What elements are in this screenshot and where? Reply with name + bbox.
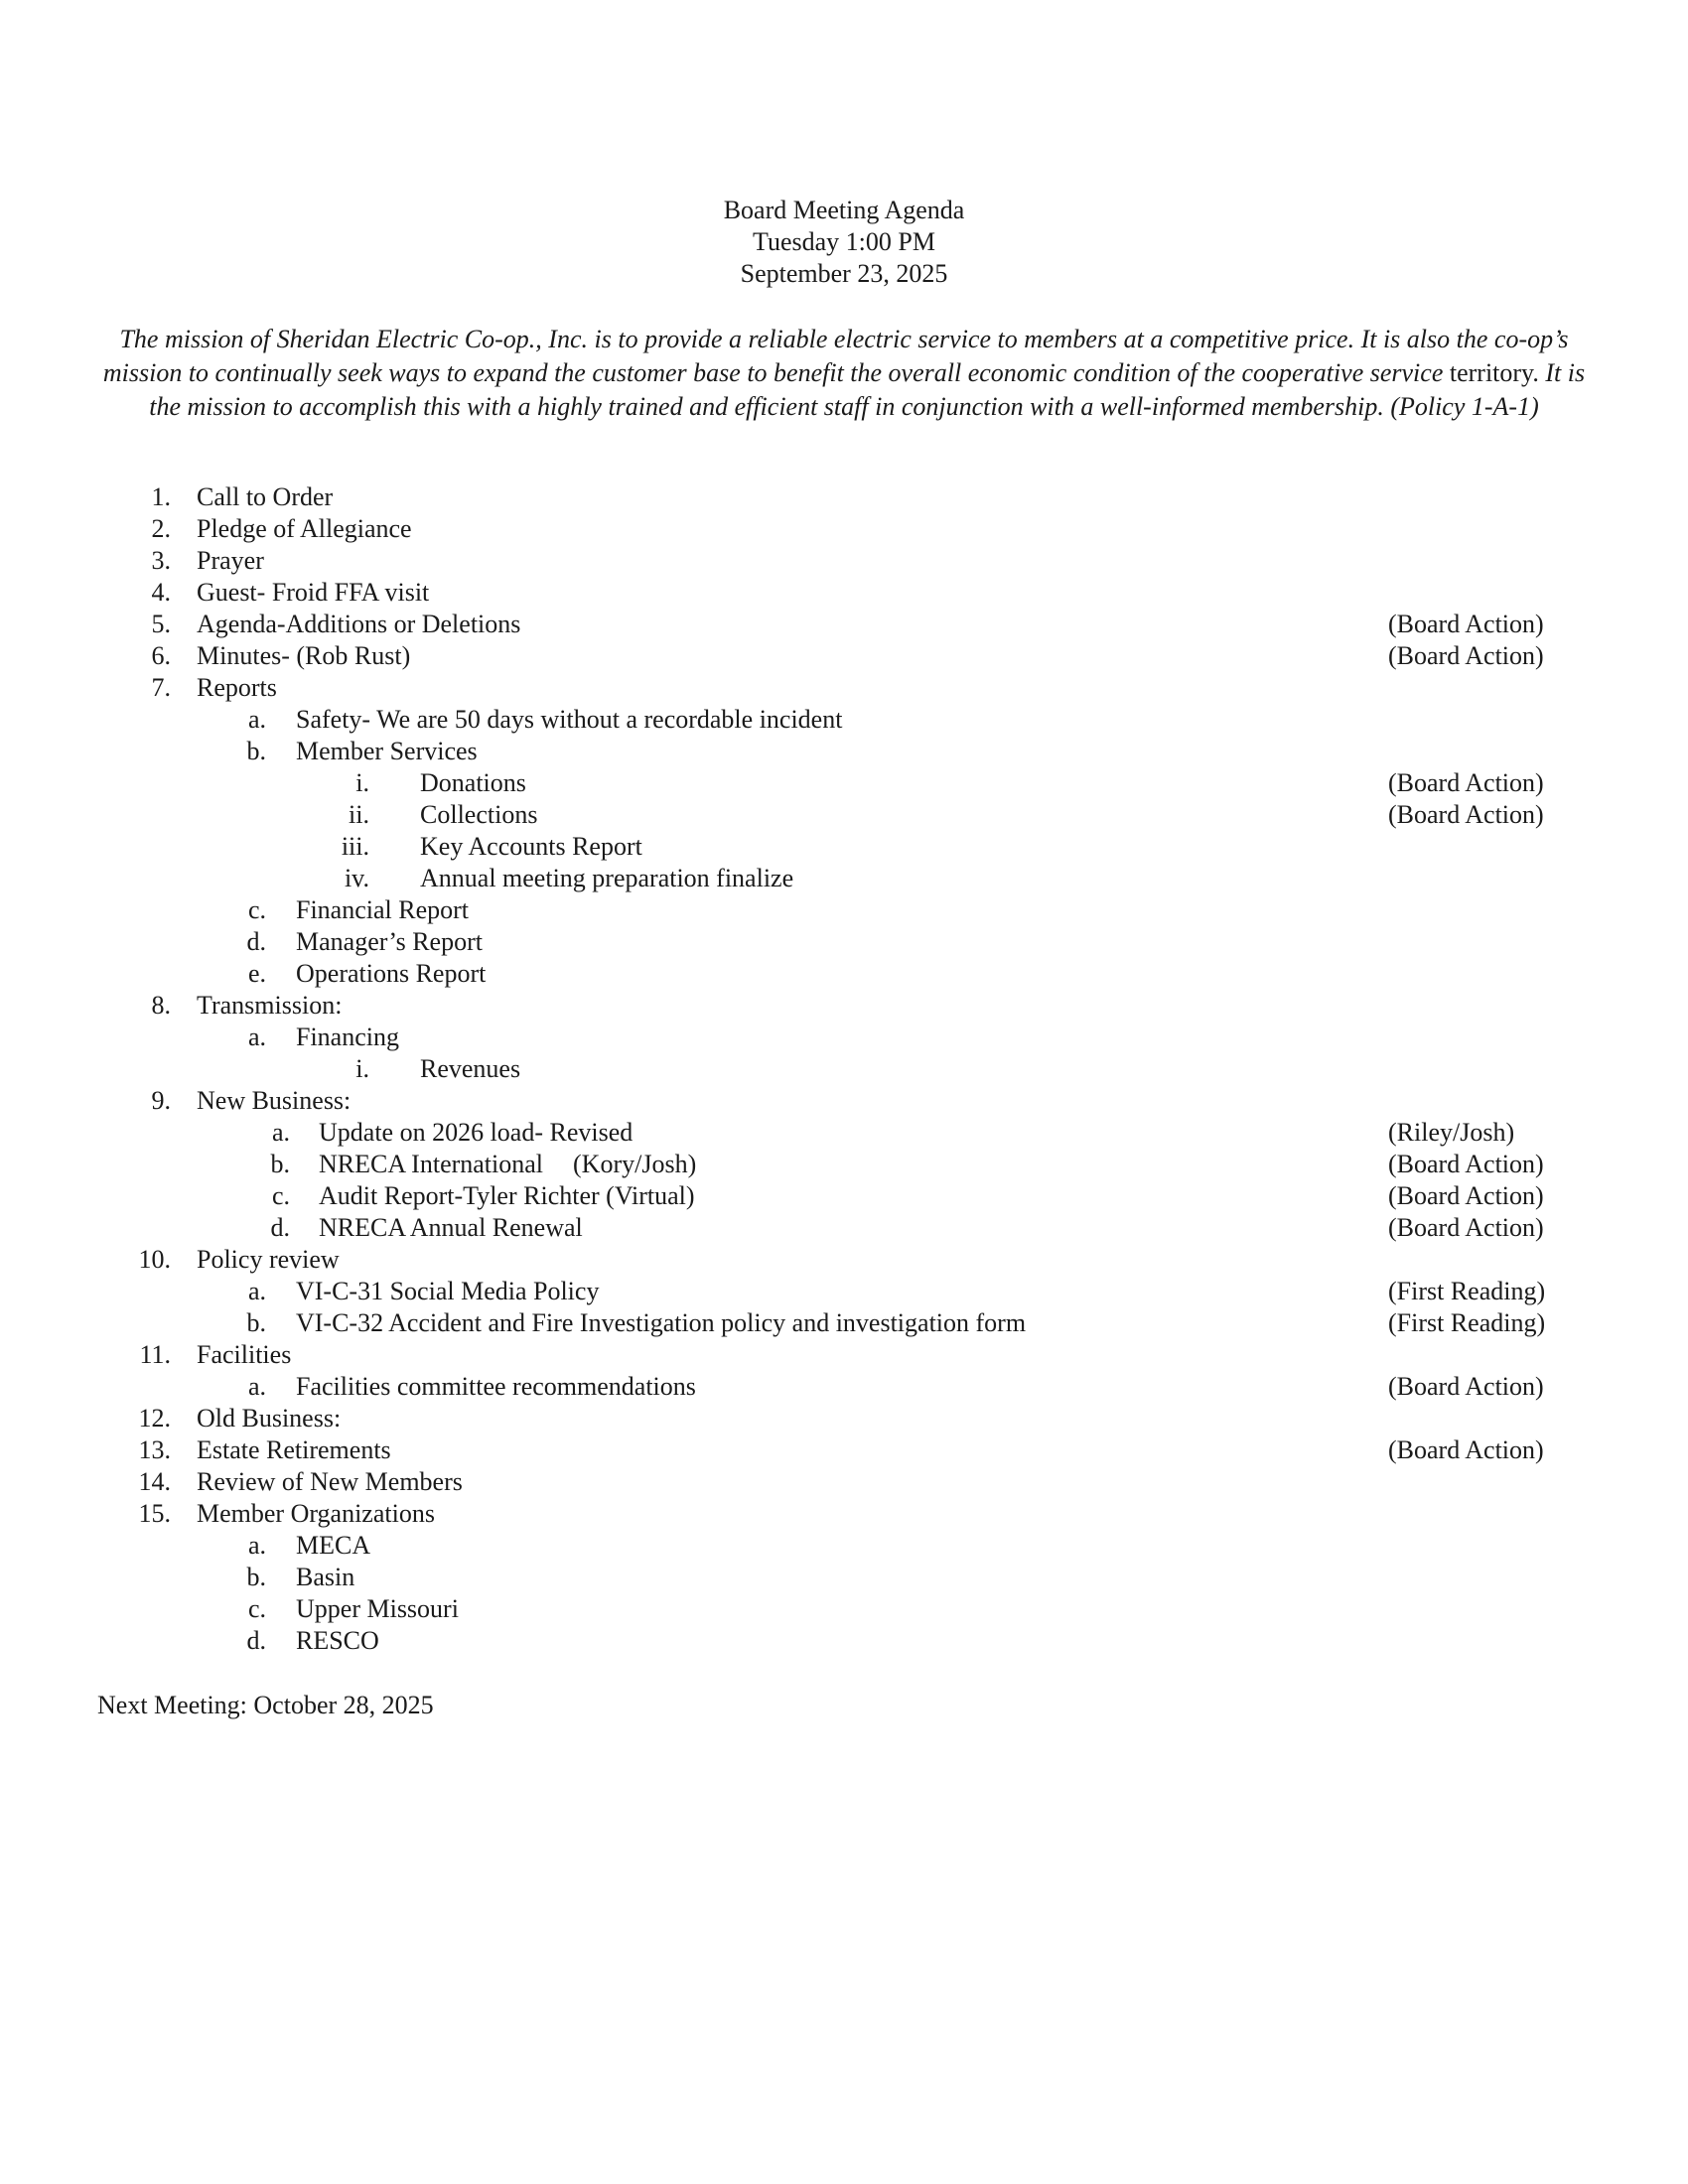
item-number: d.: [270, 1213, 290, 1242]
item-number: a.: [247, 1372, 266, 1401]
agenda-subitem: [0, 1212, 1688, 1244]
item-number: 3.: [151, 546, 171, 575]
item-number: iii.: [341, 832, 369, 861]
agenda-item-6: [0, 640, 1688, 672]
item-text: Reports: [197, 673, 277, 702]
item-number: 1.: [151, 482, 171, 511]
item-text: NRECA International: [319, 1150, 544, 1178]
agenda-item-10: [0, 1244, 1688, 1276]
item-text: Pledge of Allegiance: [197, 514, 412, 543]
item-text: Safety- We are 50 days without a recordable incident: [296, 705, 843, 734]
agenda-subitem: [0, 1307, 1688, 1339]
agenda-item-4: [0, 577, 1688, 609]
item-number: 4.: [151, 578, 171, 607]
agenda-subitem: [0, 1022, 1688, 1053]
agenda-item-11: [0, 1339, 1688, 1371]
action-note: (Board Action): [1388, 1213, 1544, 1242]
item-text: Call to Order: [197, 482, 334, 511]
action-note: (Board Action): [1388, 768, 1544, 797]
item-number: c.: [247, 1594, 266, 1623]
action-note: (Board Action): [1388, 641, 1544, 670]
action-note: (Board Action): [1388, 1150, 1544, 1178]
item-number: a.: [247, 1531, 266, 1560]
item-number: 7.: [151, 673, 171, 702]
action-note: (Board Action): [1388, 1372, 1544, 1401]
item-number: iv.: [344, 864, 369, 892]
item-text: Revenues: [420, 1054, 521, 1083]
item-text: Financing: [296, 1023, 399, 1051]
agenda-subitem: [0, 1276, 1688, 1307]
item-number: 15.: [138, 1499, 171, 1528]
item-number: 11.: [139, 1340, 171, 1369]
item-text: Old Business:: [197, 1404, 342, 1433]
mission-text-3: It is the mission to accomplish this with a highly trained and efficient staff in conjunction with a well-informed membership. (Policy 1-A-1): [149, 358, 1586, 421]
item-text: New Business:: [197, 1086, 352, 1115]
item-number: a.: [247, 705, 266, 734]
agenda-item-1: [0, 481, 1688, 513]
item-number: b.: [270, 1150, 290, 1178]
item-number: i.: [355, 1054, 369, 1083]
item-text: Transmission:: [197, 991, 343, 1020]
item-text: Policy review: [197, 1245, 340, 1274]
item-text-with-note: [319, 1149, 696, 1180]
agenda-subitem: [0, 926, 1688, 958]
item-number: ii.: [349, 800, 369, 829]
agenda-subitem: [0, 1562, 1688, 1593]
item-number: b.: [246, 737, 266, 765]
item-number: 12.: [138, 1404, 171, 1433]
item-number: a.: [247, 1023, 266, 1051]
item-text: Donations: [420, 768, 526, 797]
item-text: Facilities: [197, 1340, 292, 1369]
item-number: 8.: [151, 991, 171, 1020]
agenda-item-8: [0, 990, 1688, 1022]
action-note: (Riley/Josh): [1388, 1118, 1515, 1147]
item-text: VI-C-31 Social Media Policy: [296, 1277, 600, 1305]
agenda-subsubitem: [0, 799, 1688, 831]
item-text: Agenda-Additions or Deletions: [197, 610, 521, 638]
meeting-time: Tuesday 1:00 PM: [753, 227, 935, 256]
agenda-subitem: [0, 1149, 1688, 1180]
action-note: (Board Action): [1388, 1181, 1544, 1210]
item-number: b.: [246, 1563, 266, 1591]
agenda-subitem: [0, 1530, 1688, 1562]
item-text: Guest- Froid FFA visit: [197, 578, 430, 607]
item-text: VI-C-32 Accident and Fire Investigation policy and investigation form: [296, 1308, 1027, 1337]
agenda-header: [0, 195, 1688, 290]
item-text: Basin: [296, 1563, 355, 1591]
item-number: c.: [271, 1181, 290, 1210]
item-number: a.: [247, 1277, 266, 1305]
agenda-item-13: [0, 1434, 1688, 1466]
next-meeting: Next Meeting: October 28, 2025: [97, 1691, 434, 1719]
item-text: RESCO: [296, 1626, 379, 1655]
item-number: 10.: [138, 1245, 171, 1274]
agenda-subitem: [0, 736, 1688, 767]
item-number: 14.: [138, 1467, 171, 1496]
item-text: Collections: [420, 800, 538, 829]
agenda-item-9: [0, 1085, 1688, 1117]
item-number: 2.: [151, 514, 171, 543]
action-note: (Board Action): [1388, 800, 1544, 829]
item-text: MECA: [296, 1531, 371, 1560]
agenda-subitem: [0, 704, 1688, 736]
item-number: a.: [271, 1118, 290, 1147]
item-text: NRECA Annual Renewal: [319, 1213, 583, 1242]
item-number: 9.: [151, 1086, 171, 1115]
item-number: d.: [246, 927, 266, 956]
action-note: (First Reading): [1388, 1277, 1546, 1305]
item-text: Operations Report: [296, 959, 487, 988]
agenda-item-12: [0, 1403, 1688, 1434]
action-note: (Board Action): [1388, 1435, 1544, 1464]
agenda-subitem: [0, 1371, 1688, 1403]
item-text: Estate Retirements: [197, 1435, 391, 1464]
agenda-item-5: [0, 609, 1688, 640]
agenda-item-7: [0, 672, 1688, 704]
agenda-title: Board Meeting Agenda: [723, 196, 965, 224]
item-text: Facilities committee recommendations: [296, 1372, 696, 1401]
item-text: Member Organizations: [197, 1499, 435, 1528]
mission-text-1: The mission of Sheridan Electric Co-op., Inc. is to provide a reliable electric service to members at a competitive price. It is also the co-op’s mission to continually seek ways to expand the customer base to benefit the overall economic condition of the cooperative service: [102, 325, 1569, 387]
action-note: (First Reading): [1388, 1308, 1546, 1337]
item-text: Minutes- (Rob Rust): [197, 641, 411, 670]
agenda-subitem: [0, 1117, 1688, 1149]
item-text: Upper Missouri: [296, 1594, 459, 1623]
agenda-subsubitem: [0, 767, 1688, 799]
mission-statement: [99, 323, 1589, 424]
item-text: Key Accounts Report: [420, 832, 642, 861]
item-number: d.: [246, 1626, 266, 1655]
agenda-subitem: [0, 1180, 1688, 1212]
agenda-subitem: [0, 958, 1688, 990]
item-text: Review of New Members: [197, 1467, 463, 1496]
item-number: c.: [247, 895, 266, 924]
item-text: Member Services: [296, 737, 478, 765]
item-number: 6.: [151, 641, 171, 670]
agenda-subitem: [0, 1593, 1688, 1625]
agenda-list: [0, 481, 1688, 1657]
agenda-item-14: [0, 1466, 1688, 1498]
mission-text-2: territory.: [1443, 358, 1539, 387]
item-number: 13.: [138, 1435, 171, 1464]
item-number: 5.: [151, 610, 171, 638]
item-text: Financial Report: [296, 895, 470, 924]
agenda-item-3: [0, 545, 1688, 577]
item-text: Manager’s Report: [296, 927, 483, 956]
item-number: b.: [246, 1308, 266, 1337]
item-text: Prayer: [197, 546, 264, 575]
item-text: Update on 2026 load- Revised: [319, 1118, 633, 1147]
agenda-item-2: [0, 513, 1688, 545]
agenda-subitem: [0, 894, 1688, 926]
agenda-subsubitem: [0, 831, 1688, 863]
agenda-subsubitem: [0, 1053, 1688, 1085]
agenda-subsubitem: [0, 863, 1688, 894]
agenda-subitem: [0, 1625, 1688, 1657]
action-note: (Board Action): [1388, 610, 1544, 638]
meeting-date: September 23, 2025: [740, 259, 948, 288]
item-text: Annual meeting preparation finalize: [420, 864, 794, 892]
presenter-note: (Kory/Josh): [573, 1150, 697, 1178]
item-text: Audit Report-Tyler Richter (Virtual): [319, 1181, 695, 1210]
item-number: e.: [247, 959, 266, 988]
agenda-item-15: [0, 1498, 1688, 1530]
item-number: i.: [355, 768, 369, 797]
